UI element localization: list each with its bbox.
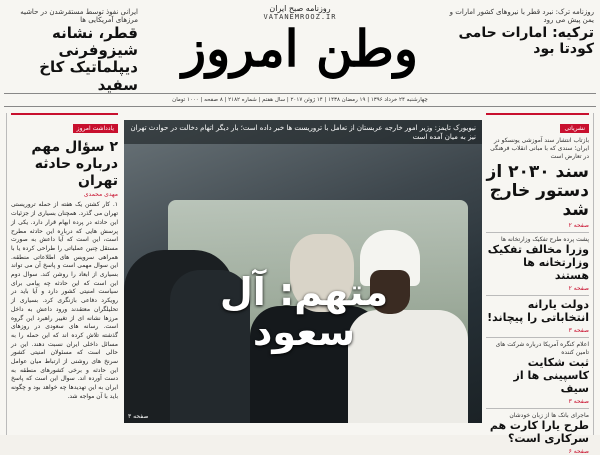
item-kicker: ماجرای بانک ها از زبان خودشان	[509, 411, 589, 419]
section-tag: یادداشت امروز	[73, 124, 118, 133]
editorial-body: ۱. کار کشتن یک هفته از حمله تروریستی تهران می گذرد. همچنان بسیاری از جزئیات این حادثه در پرده ابهام قرار دارد. یکی از پرسش هایی که درباره این حادثه مطرح است، این است که آیا داعش به صورت مستقل چنین عملیاتی را طراحی کرده یا با همراهی سرویس های اطلاعاتی منطقه. این سوال مهمی است و پاسخ آن می تواند بسیاری از ابعاد را روشن کند. سوال دوم این است که این حادثه چه پیامی برای سیاست امنیتی کشور دارد و آیا باید در رویکرد دفاعی بازنگری کرد. بسیاری از تحلیلگران معتقدند ورود داعش به داخل مرزها نشانه ای از تغییر راهبرد این گروه است. رسانه های سعودی در روزهای گذشته تلاش کرده اند که این حمله را به مسائل داخلی ایران نسبت دهند. این در حالی است که مسئولان امنیتی کشور سرنخ های روشنی از ارتباط میان عوامل این حادثه و برخی کشورهای منطقه به دست آورده اند. سوال این است که پاسخ ایران به این تهدیدها چه خواهد بود و چگونه باید با آن مواجه شد.	[11, 201, 118, 400]
divider	[486, 337, 589, 338]
right-teaser-headline: ترکیه: امارات حامی کودتا بود	[458, 24, 594, 57]
masthead-left-teaser[interactable]	[6, 8, 138, 94]
logo-area	[150, 4, 450, 96]
website-url[interactable]: VATANEMROOZ.IR	[263, 13, 337, 21]
page-ref: صفحه ۲	[568, 285, 589, 292]
item-kicker: پشت پرده طرح تفکیک وزارتخانه ها	[500, 236, 589, 244]
page-ref: صفحه ۶	[568, 447, 589, 455]
divider	[486, 408, 589, 409]
news-item-headline[interactable]: طرح یارا کارت هم سرکاری است؟	[489, 418, 589, 445]
divider	[486, 232, 589, 233]
editorial-byline: مهدی محمدی	[83, 191, 118, 199]
right-section-tag: نشریاتی	[560, 124, 589, 133]
news-item-headline[interactable]: وزرا مخالف تفکیک وزارتخانه ها هستند	[487, 243, 589, 283]
right-teaser-kicker: روزنامه ترک: نبرد قطر با نیروهای کشور امارات و یمن پیش می رود	[449, 8, 594, 25]
page-ref: صفحه ۳	[568, 397, 589, 405]
item-kicker: اعلام کنگره آمریکا درباره شرکت های تامین کننده	[495, 340, 589, 356]
lead-kicker: بازتاب انتشار سند آموزشی یونسکو در ایران؛ سندی که با مبانی انقلاب فرهنگی در تعارض است	[490, 137, 589, 160]
column-lead-headline[interactable]: سند ۲۰۳۰ از دستور خارج شد	[486, 162, 589, 221]
news-item-headline[interactable]: دولت یارانه انتخاباتی را پیچاند!	[487, 298, 589, 324]
lead-photo[interactable]	[124, 120, 482, 423]
left-teaser-kicker: ایرانی نفوذ توسط مستقرشدن در حاشیه مرزهای آمریکایی ها	[20, 8, 138, 25]
section-tag-bar	[11, 113, 118, 135]
page-ref: صفحه ۳	[568, 326, 589, 334]
newspaper-logo: وطن امروز	[182, 19, 418, 78]
tagline: روزنامه صبح ایران	[269, 4, 331, 13]
right-tag-bar	[486, 113, 589, 135]
photo-page-ref: صفحه ۳	[128, 413, 149, 420]
left-teaser-headline: قطر، نشانه شیزوفرنی دیپلماتیک کاخ سفید	[39, 23, 138, 94]
issue-info-bar: چهارشنبه ۲۴ خرداد ۱۳۹۶ | ۱۹ رمضان ۱۴۳۸ | ۱۴ ژوئن ۲۰۱۷ | سال هفتم | شماره ۲۱۸۲ | ۸ صفحه | ۱۰۰۰ تومان	[4, 93, 596, 107]
editorial-title[interactable]: ۲ سؤال مهم درباره حادثه تهران	[31, 139, 118, 189]
divider	[486, 295, 589, 296]
photo-caption: نیویورک تایمز: وزیر امور خارجه عربستان از تعامل با تروریست ها خبر داده است؛ بار دیگر اتهام دخالت در حوادث تهران نیز به میان آمده است	[130, 124, 476, 141]
editorial-column	[6, 113, 118, 435]
lead-headline[interactable]: متهم: آل سعود	[219, 270, 389, 354]
masthead	[0, 0, 600, 100]
news-column	[486, 113, 594, 455]
page-ref: صفحه ۲	[568, 222, 589, 230]
masthead-right-teaser[interactable]	[446, 8, 594, 57]
news-item-headline[interactable]: ثبت شکایت کاسپینی ها از سیف	[513, 355, 589, 395]
